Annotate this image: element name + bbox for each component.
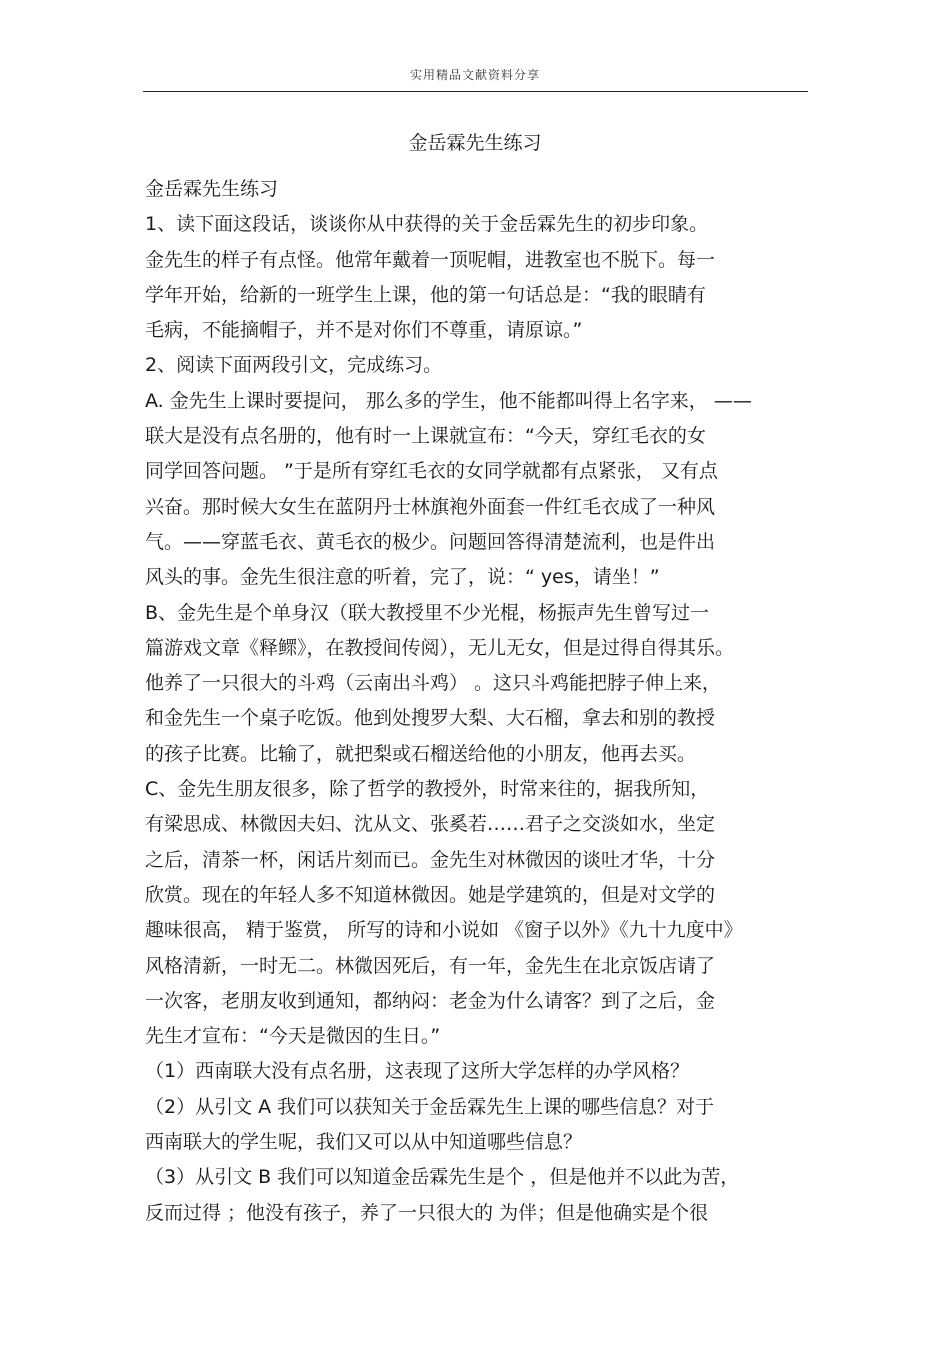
passage-line: 学年开始，给新的一班学生上课，他的第一句话总是：“我的眼睛有 bbox=[145, 283, 706, 306]
question-1: 1、读下面这段话，谈谈你从中获得的关于金岳霖先生的初步印象。 bbox=[145, 213, 709, 236]
header-divider bbox=[143, 91, 808, 92]
page-header: 实用精品文献资料分享 bbox=[409, 68, 540, 82]
section-heading: 金岳霖先生练习 bbox=[145, 178, 279, 200]
excerpt-c-line: 欣赏。现在的年轻人多不知道林微因。她是学建筑的，但是对文学的 bbox=[145, 883, 716, 906]
excerpt-a-line: A. 金先生上课时要提问， 那么多的学生，他不能都叫得上名字来， —— bbox=[145, 389, 752, 412]
excerpt-c-line: 先生才宣布：“今天是微因的生日。” bbox=[145, 1025, 441, 1048]
excerpt-a-line: 风头的事。金先生很注意的听着，完了，说：“ yes，请坐！” bbox=[145, 566, 660, 589]
excerpt-c-line: 趣味很高， 精于鉴赏， 所写的诗和小说如 《窗子以外》《九十九度中》 bbox=[145, 919, 743, 942]
excerpt-c-line: C、金先生朋友很多，除了哲学的教授外，时常来往的，据我所知， bbox=[145, 778, 710, 801]
sub-question-2: （2）从引文 A 我们可以获知关于金岳霖先生上课的哪些信息？对于 bbox=[145, 1095, 715, 1118]
excerpt-b-line: 篇游戏文章《释鳏》，在教授间传阅），无儿无女，但是过得自得其乐。 bbox=[145, 636, 735, 659]
excerpt-c-line: 一次客，老朋友收到通知，都纳闷：老金为什么请客？到了之后，金 bbox=[145, 989, 716, 1012]
excerpt-c-line: 之后，清茶一杯，闲话片刻而已。金先生对林微因的谈吐才华，十分 bbox=[145, 848, 716, 871]
excerpt-b-line: 他养了一只很大的斗鸡（云南出斗鸡） 。这只斗鸡能把脖子伸上来， bbox=[145, 672, 722, 695]
document-body bbox=[145, 172, 810, 1231]
passage-line: 毛病，不能摘帽子，并不是对你们不尊重，请原谅。” bbox=[145, 319, 583, 342]
excerpt-a-line: 兴奋。那时候大女生在蓝阴丹士林旗袍外面套一件红毛衣成了一种风 bbox=[145, 495, 716, 518]
excerpt-a-line: 气。——穿蓝毛衣、黄毛衣的极少。问题回答得清楚流利，也是件出 bbox=[145, 530, 716, 553]
excerpt-b-line: 和金先生一个桌子吃饭。他到处搜罗大梨、大石榴，拿去和别的教授 bbox=[145, 707, 716, 730]
sub-question-3-cont: 反而过得 ；他没有孩子，养了一只很大的 为伴；但是他确实是个很 bbox=[145, 1201, 709, 1224]
document-title: 金岳霖先生练习 bbox=[408, 132, 542, 154]
sub-question-3: （3）从引文 B 我们可以知道金岳霖先生是个 ，但是他并不以此为苦， bbox=[145, 1166, 740, 1189]
excerpt-a-line: 联大是没有点名册的，他有时一上课就宣布：“今天，穿红毛衣的女 bbox=[145, 425, 706, 448]
sub-question-1: （1）西南联大没有点名册，这表现了这所大学怎样的办学风格？ bbox=[145, 1060, 690, 1083]
excerpt-b-line: B、金先生是个单身汉（联大教授里不少光棍，杨振声先生曾写过一 bbox=[145, 601, 710, 624]
question-2: 2、阅读下面两段引文，完成练习。 bbox=[145, 354, 443, 377]
excerpt-b-line: 的孩子比赛。比输了，就把梨或石榴送给他的小朋友，他再去买。 bbox=[145, 742, 697, 765]
excerpt-c-line: 风格清新，一时无二。林微因死后，有一年，金先生在北京饭店请了 bbox=[145, 954, 716, 977]
excerpt-c-line: 有梁思成、林微因夫妇、沈从文、张奚若……君子之交淡如水，坐定 bbox=[145, 813, 716, 836]
excerpt-a-line: 同学回答问题。 ”于是所有穿红毛衣的女同学就都有点紧张， 又有点 bbox=[145, 460, 718, 483]
passage-line: 金先生的样子有点怪。他常年戴着一顶呢帽，进教室也不脱下。每一 bbox=[145, 248, 716, 271]
sub-question-2-cont: 西南联大的学生呢，我们又可以从中知道哪些信息？ bbox=[145, 1131, 583, 1154]
